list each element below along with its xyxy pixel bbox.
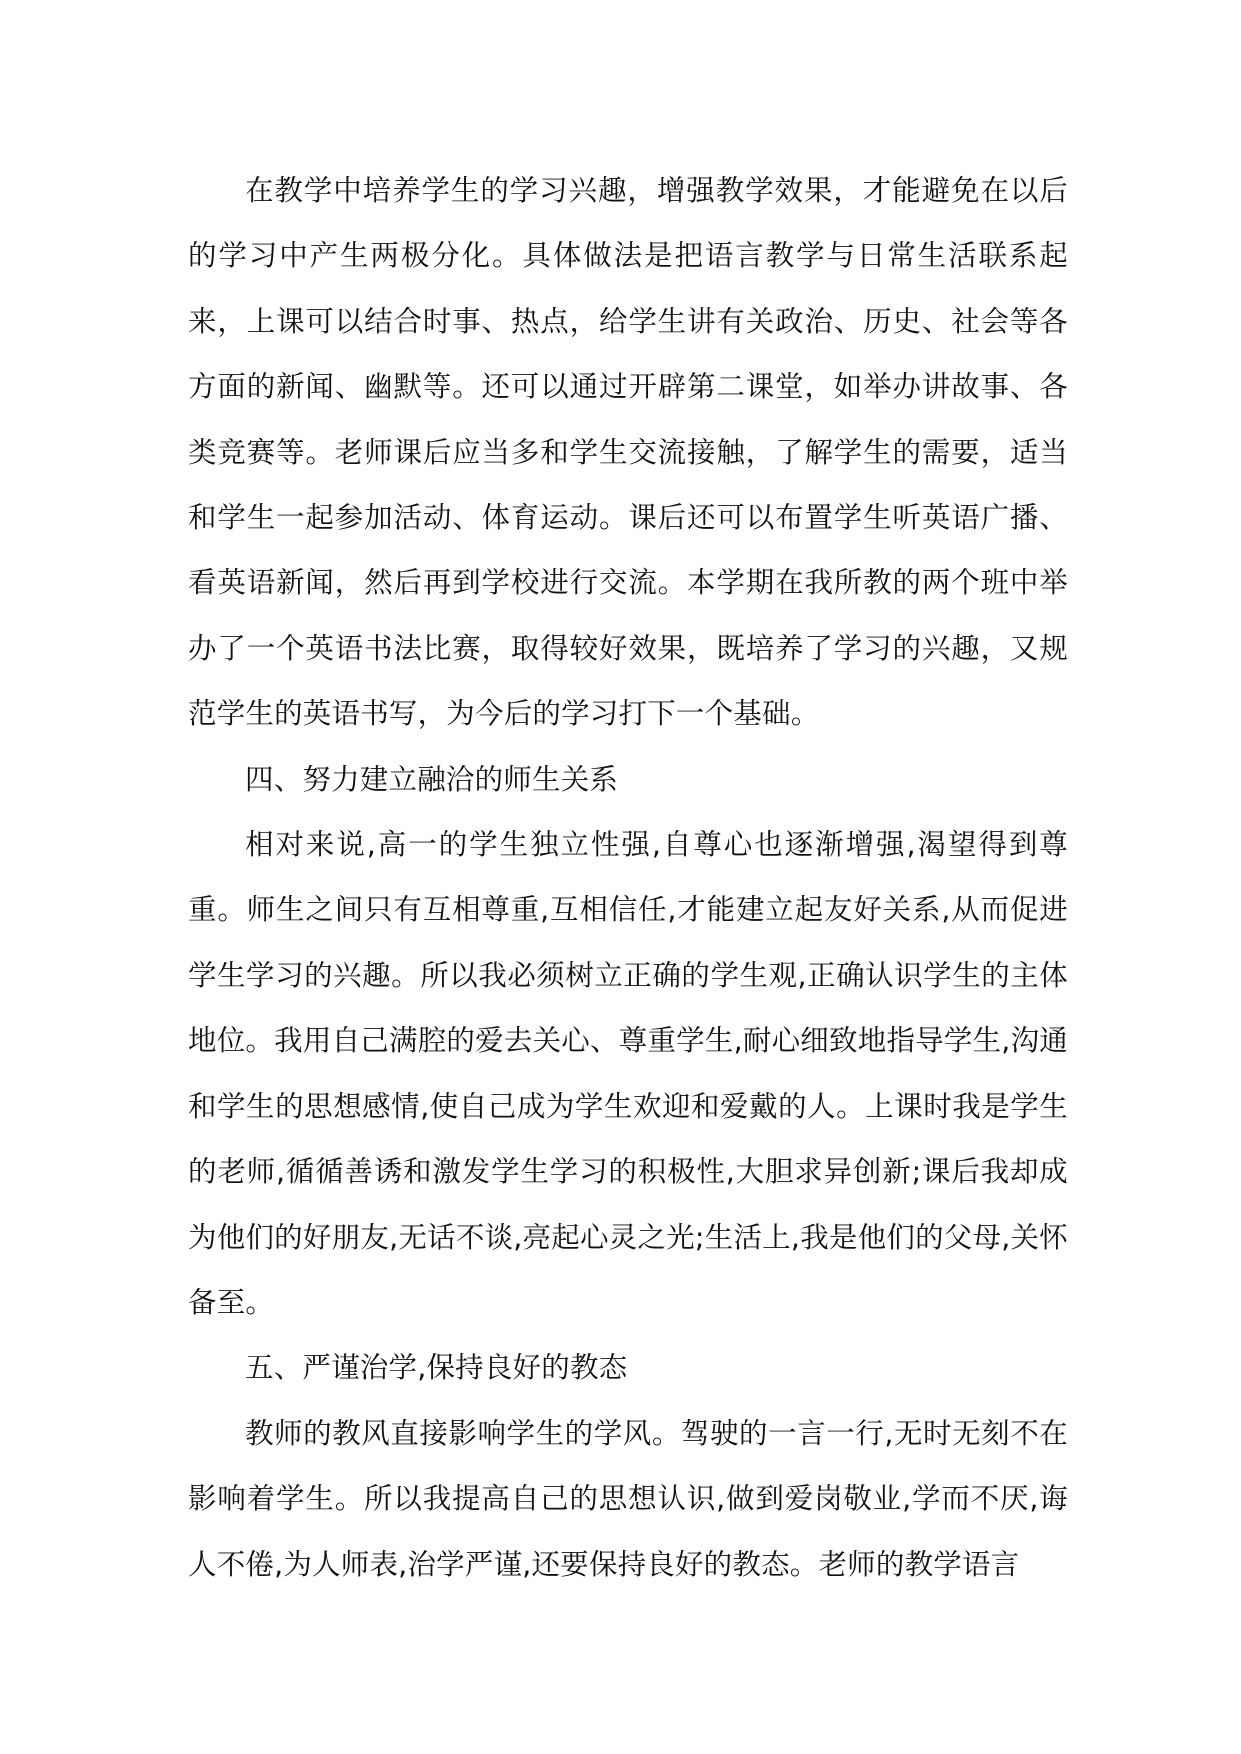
paragraph-relationship: 相对来说,高一的学生独立性强,自尊心也逐渐增强,渴望得到尊重。师生之间只有互相尊重,互相信任,才能建立起友好关系,从而促进学生学习的兴趣。所以我必须树立正确的学生观,正确认识学生的主体地位。我用自己满腔的爱去关心、尊重学生,耐心细致地指导学生,沟通和学生的思想感情,使自己成为学生欢迎和爱戴的人。上课时我是学生的老师,循循善诱和激发学生学习的积极性,大胆求异创新;课后我却成为他们的好朋友,无话不谈,亮起心灵之光;生活上,我是他们的父母,关怀备至。 [188, 828, 1068, 1319]
heading-section-four: 四、努力建立融洽的师生关系 [245, 762, 619, 796]
paragraph-interest: 在教学中培养学生的学习兴趣，增强教学效果，才能避免在以后的学习中产生两极分化。具体做法是把语言教学与日常生活联系起来，上课可以结合时事、热点，给学生讲有关政治、历史、社会等各方面的新闻、幽默等。还可以通过开辟第二课堂，如举办讲故事、各类竞赛等。老师课后应当多和学生交流接触，了解学生的需要，适当和学生一起参加活动、体育运动。课后还可以布置学生听英语广播、看英语新闻，然后再到学校进行交流。本学期在我所教的两个班中举办了一个英语书法比赛，取得较好效果，既培养了学习的兴趣，又规范学生的英语书写，为今后的学习打下一个基础。 [188, 174, 1068, 731]
heading-section-five: 五、严谨治学,保持良好的教态 [245, 1351, 628, 1385]
paragraph-teaching-style: 教师的教风直接影响学生的学风。驾驶的一言一行,无时无刻不在影响着学生。所以我提高自己的思想认识,做到爱岗敬业,学而不厌,诲人不倦,为人师表,治学严谨,还要保持良好的教态。老师的教学语言 [188, 1416, 1068, 1581]
document-body [188, 158, 1068, 1597]
